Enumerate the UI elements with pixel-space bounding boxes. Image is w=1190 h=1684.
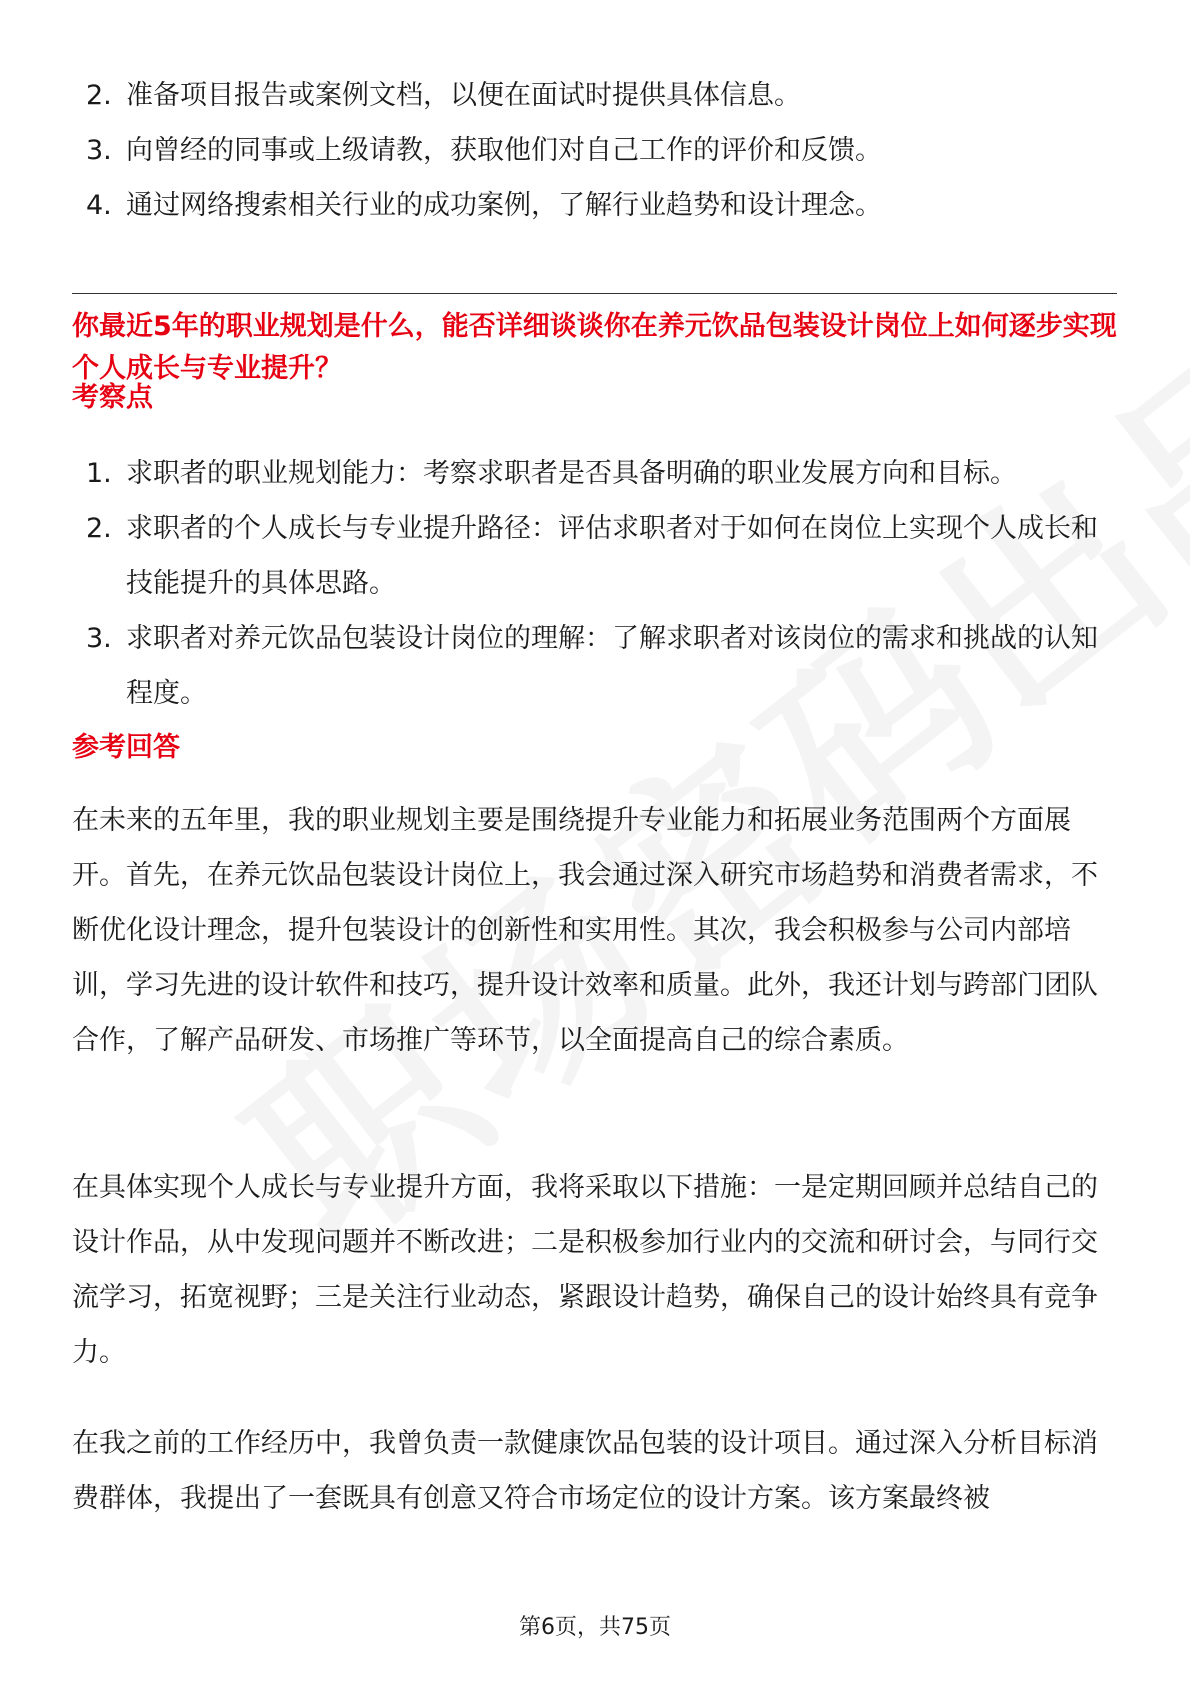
list-text: 求职者的职业规划能力：考察求职者是否具备明确的职业发展方向和目标。 [126,458,1017,489]
list-text: 准备项目报告或案例文档，以便在面试时提供具体信息。 [126,80,801,111]
list-text: 通过网络搜索相关行业的成功案例，了解行业趋势和设计理念。 [126,190,882,221]
answer-paragraph: 在具体实现个人成长与专业提升方面，我将采取以下措施：一是定期回顾并总结自己的设计作品，从中发现问题并不断改进；二是积极参加行业内的交流和研讨会，与同行交流学习，拓宽视野；三是关注行业动态，紧跟设计趋势，确保自己的设计始终具有竞争力。 [72,1172,1098,1368]
list-text: 向曾经的同事或上级请教，获取他们对自己工作的评价和反馈。 [126,135,882,166]
list-item [72,611,1117,721]
list-item [72,123,1117,178]
answer-label: 参考回答 [72,732,180,763]
continued-list [72,68,1117,233]
points-label: 考察点 [72,382,153,413]
list-number: 1. [86,458,112,489]
list-text: 求职者对养元饮品包装设计岗位的理解：了解求职者对该岗位的需求和挑战的认知程度。 [126,623,1098,709]
page-footer: 第6页，共75页 [519,1615,671,1640]
answer-paragraph: 在我之前的工作经历中，我曾负责一款健康饮品包装的设计项目。通过深入分析目标消费群体，我提出了一套既具有创意又符合市场定位的设计方案。该方案最终被 [72,1428,1098,1514]
list-number: 3. [86,623,112,654]
list-item [72,446,1117,501]
list-number: 4. [86,190,112,221]
list-item [72,178,1117,233]
section-divider [72,293,1117,294]
list-text: 求职者的个人成长与专业提升路径：评估求职者对于如何在岗位上实现个人成长和技能提升的具体思路。 [126,513,1098,599]
question-heading: 你最近5年的职业规划是什么，能否详细谈谈你在养元饮品包装设计岗位上如何逐步实现个人成长与专业提升？ [72,311,1117,384]
list-item [72,501,1117,611]
list-number: 2. [86,80,112,111]
list-number: 3. [86,135,112,166]
list-number: 2. [86,513,112,544]
points-list [72,446,1117,721]
list-item [72,68,1117,123]
answer-paragraph: 在未来的五年里，我的职业规划主要是围绕提升专业能力和拓展业务范围两个方面展开。首先，在养元饮品包装设计岗位上，我会通过深入研究市场趋势和消费者需求，不断优化设计理念，提升包装设计的创新性和实用性。其次，我会积极参与公司内部培训，学习先进的设计软件和技巧，提升设计效率和质量。此外，我还计划与跨部门团队合作，了解产品研发、市场推广等环节，以全面提高自己的综合素质。 [72,805,1098,1056]
